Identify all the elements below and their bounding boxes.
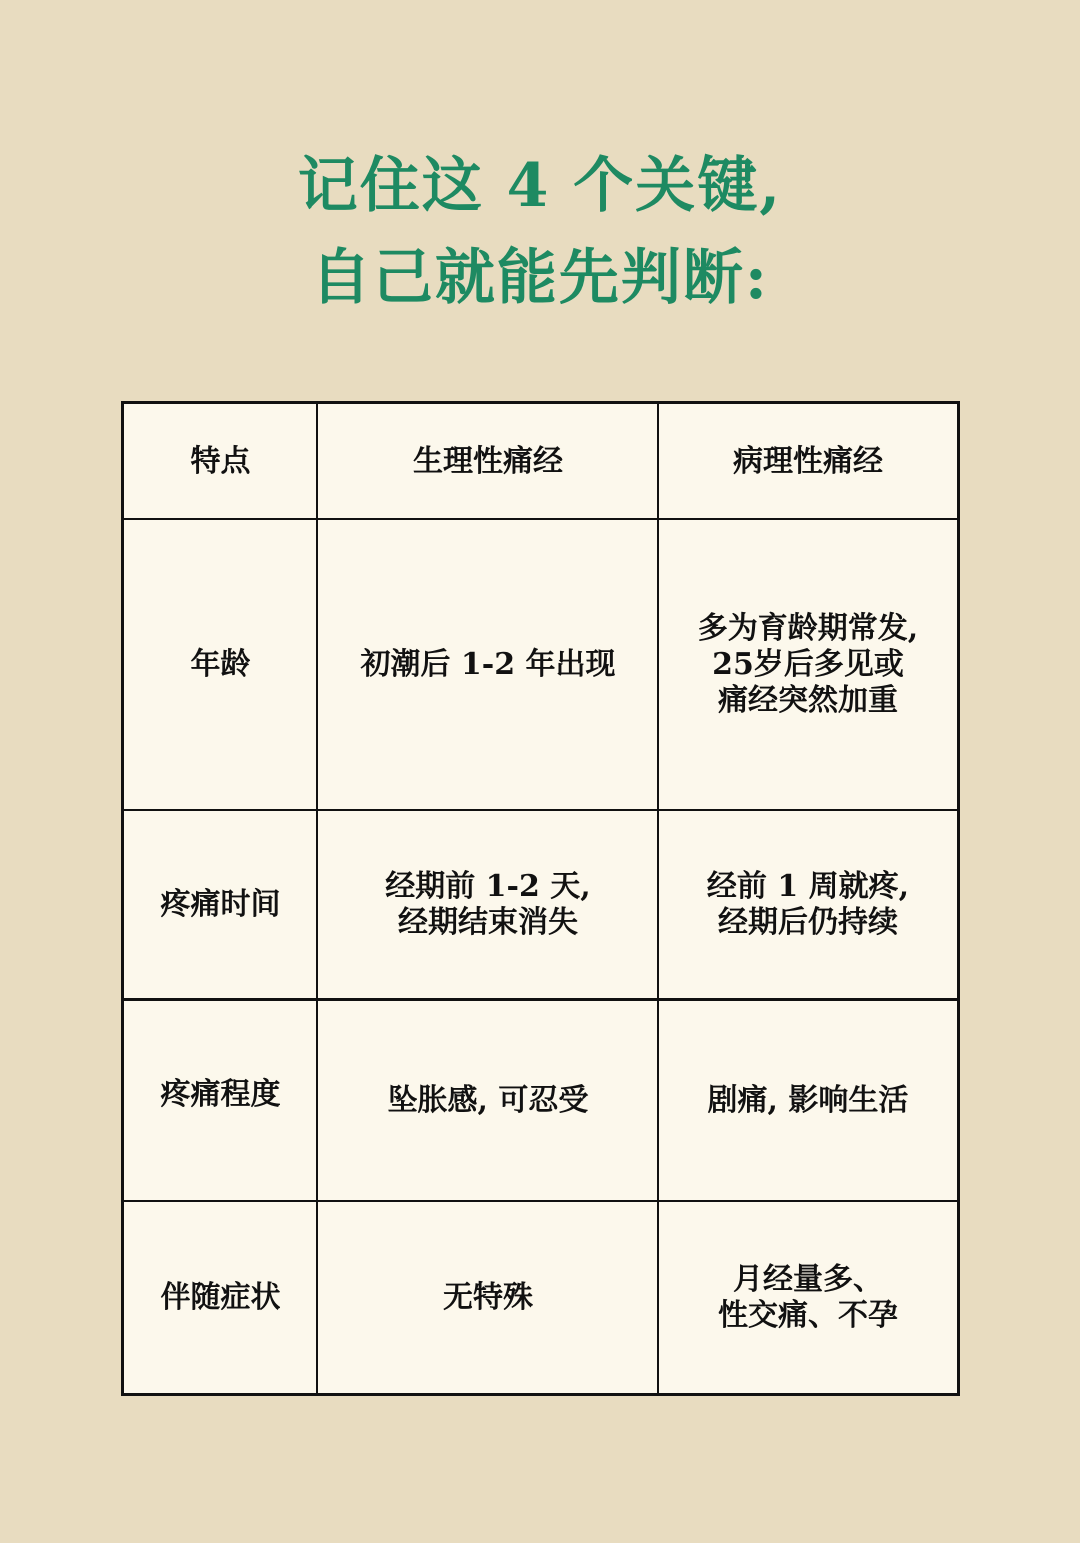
table-cell: 多为育龄期常发, 25岁后多见或 痛经突然加重 <box>697 610 919 718</box>
row-label-pain-timing: 疼痛时间 <box>160 886 281 922</box>
header-cell-pathological: 病理性痛经 <box>733 443 883 479</box>
header-cell-feature: 特点 <box>190 443 251 479</box>
row-label-pain-severity: 疼痛程度 <box>160 1077 281 1112</box>
title-line-1: 记住这 4 个关键, <box>297 151 783 221</box>
header-cell-physiological: 生理性痛经 <box>413 443 563 479</box>
title-line-2: 自己就能先判断: <box>310 243 770 313</box>
table-cell: 坠胀感, 可忍受 <box>387 1082 589 1118</box>
row-label-symptoms: 伴随症状 <box>160 1279 281 1315</box>
table-cell: 经前 1 周就疼, 经期后仍持续 <box>706 868 910 940</box>
table-cell: 剧痛, 影响生活 <box>707 1082 909 1118</box>
page-title <box>0 140 1080 324</box>
row-label-age: 年龄 <box>190 646 251 682</box>
comparison-table <box>121 401 960 1396</box>
table-cell: 经期前 1-2 天, 经期结束消失 <box>385 868 591 940</box>
table-cell: 初潮后 1-2 年出现 <box>360 646 616 682</box>
table-cell: 月经量多、 性交痛、不孕 <box>718 1261 898 1333</box>
table-cell: 无特殊 <box>443 1279 533 1315</box>
